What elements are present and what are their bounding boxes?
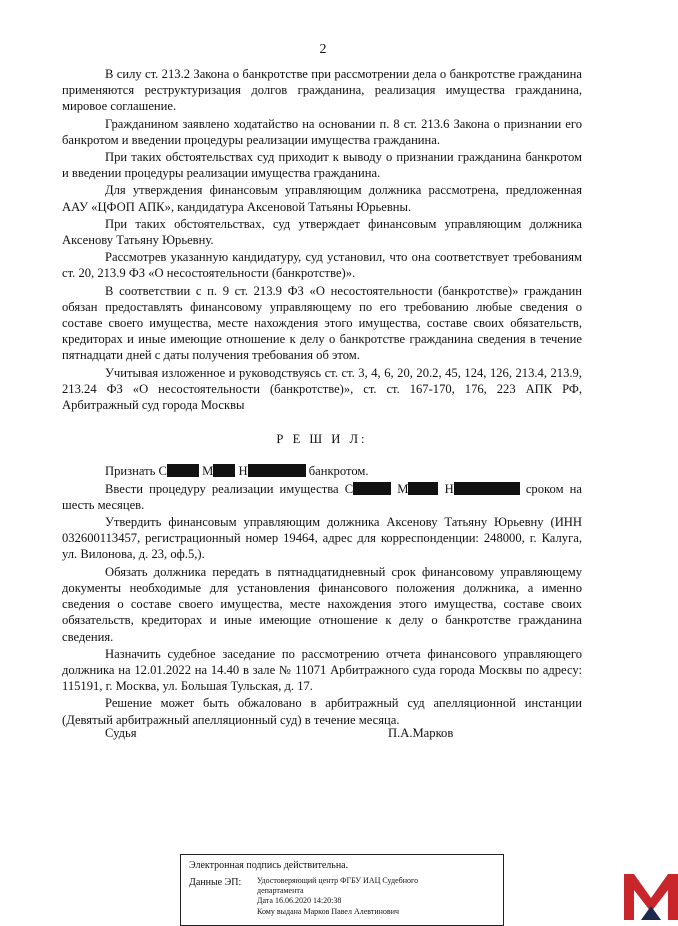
redaction-block xyxy=(248,464,306,477)
stamp-label: Данные ЭП: xyxy=(189,877,242,888)
decision-oblige: Обязать должника передать в пятнадцатидневный срок финансовому управляющему документы необходимые для установления финансового положения должника, а именно сведения о составе своего имущества, месте нахождения этого имущества, составе своих обязательств, кредиторах и иные имеющие отношение к делу о банкротстве гражданина сведения. xyxy=(62,564,582,644)
decision-hearing: Назначить судебное заседание по рассмотрению отчета финансового управляющего должника на 12.01.2022 на 14.40 в зале № 11071 Арбитражного суда города Москвы по адресу: 115191, г. Москва, ул. Большая Тульская, д. 17. xyxy=(62,646,582,694)
stamp-title: Электронная подпись действительна. xyxy=(189,860,349,871)
name-initial: С xyxy=(344,481,354,496)
judge-name: П.А.Марков xyxy=(388,726,454,740)
paragraph: Для утверждения финансовым управляющим должника рассмотрена, предложенная ААУ «ЦФОП АПК», кандидатура Аксеновой Татьяны Юрьевны. xyxy=(62,183,582,214)
paragraph: При таких обстоятельствах, суд утверждает финансовым управляющим должника Аксенову Татьяну Юрьевну. xyxy=(62,216,582,248)
stamp-line: департамента xyxy=(257,886,304,896)
name-initial: М xyxy=(202,464,214,479)
paragraph: Рассмотрев указанную кандидатуру, суд установил, что она соответствует требованиям ст. 20, 213.9 ФЗ «О несостоятельности (банкротстве)». xyxy=(62,250,582,281)
judge-role: Судья xyxy=(105,726,137,740)
recognize-prefix: Признать xyxy=(105,464,156,479)
m-logo-icon xyxy=(624,872,678,925)
redaction-block xyxy=(167,464,199,477)
paragraph: В силу ст. 213.2 Закона о банкротстве при рассмотрении дела о банкротстве гражданина применяются реструктуризация долгов гражданина, реализация имущества гражданина, мировое соглашение. xyxy=(62,67,582,114)
name-initial: Н xyxy=(444,481,454,496)
decision-appeal: Решение может быть обжаловано в арбитражный суд апелляционной инстанции (Девятый арбитражный апелляционный суд) в течение месяца. xyxy=(62,696,582,727)
document-body xyxy=(62,66,582,729)
redaction-block xyxy=(408,482,438,495)
page-number: 2 xyxy=(319,42,327,57)
decision-title: Р Е Ш И Л: xyxy=(276,432,368,447)
name-initial: М xyxy=(397,481,409,496)
stamp-line: Дата 16.06.2020 14:20:38 xyxy=(257,896,342,906)
stamp-details xyxy=(257,876,457,917)
recognize-suffix: банкротом. xyxy=(308,464,369,479)
redaction-block xyxy=(454,482,520,495)
paragraph: При таких обстоятельствах суд приходит к выводу о признании гражданина банкротом и введении процедуры реализации имущества гражданина. xyxy=(62,150,582,181)
signature-line xyxy=(105,726,465,741)
procedure-prefix: Ввести процедуру реализации имущества xyxy=(105,481,339,496)
paragraph: В соответствии с п. 9 ст. 213.9 ФЗ «О несостоятельности (банкротстве)» гражданин обязан предоставлять финансовому управляющему по его требованию любые сведения о составе своего имущества, месте нахождения этого имущества, составе своих обязательств, кредиторах и иные имеющие отношение к делу о банкротстве гражданина сведения в течение пятнадцати дней с даты получения требования об этом. xyxy=(62,283,582,363)
electronic-signature-stamp xyxy=(180,854,504,926)
redaction-block xyxy=(213,464,235,477)
decision-recognize xyxy=(62,463,582,479)
paragraph: Учитывая изложенное и руководствуясь ст. ст. 3, 4, 6, 20, 20.2, 45, 124, 126, 213.4, 213.9, 213.24 ФЗ «О несостоятельности (банкротстве)», ст. ст. 167-170, 176, 223 АПК РФ, Арбитражный суд города Москвы xyxy=(62,365,582,413)
decision-approve: Утвердить финансовым управляющим должника Аксенову Татьяну Юрьевну (ИНН 032600113457, регистрационный номер 19464, адрес для корреспонденции: 248000, г. Калуга, ул. Вилонова, д. 23, оф.5,). xyxy=(62,515,582,562)
paragraph: Гражданином заявлено ходатайство на основании п. 8 ст. 213.6 Закона о признании его банкротом и введении процедуры реализации имущества гражданина. xyxy=(62,116,582,147)
redaction-block xyxy=(353,482,391,495)
decision-procedure xyxy=(62,481,582,513)
name-initial: Н xyxy=(238,464,248,479)
stamp-line: Удостоверяющий центр ФГБУ ИАЦ Судебного xyxy=(257,876,419,885)
procedure-suffix: сроком на шесть месяцев. xyxy=(62,481,582,512)
stamp-line: Кому выдана Марков Павел Алевтинович xyxy=(257,906,400,916)
name-initial: С xyxy=(158,464,167,479)
